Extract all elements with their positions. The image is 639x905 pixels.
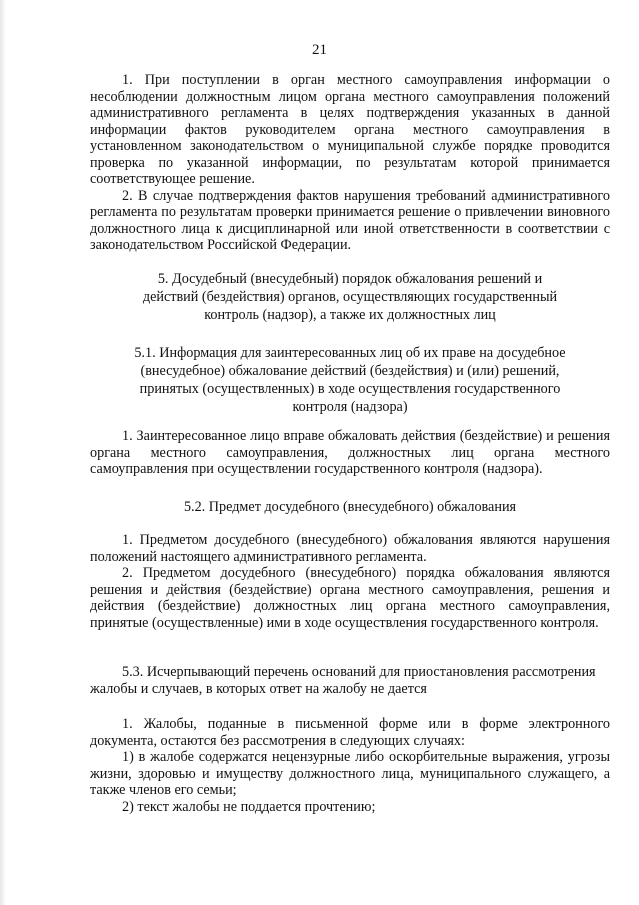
heading-section-5-1: 5.1. Информация для заинтересованных лиц об их праве на досудебное (внесудебное) обжалование действий (бездействия) и (или) решений, принятых (осуществленных) в ходе осуществления государственного контроля (надзора) [134,345,566,415]
scan-edge [0,0,6,905]
heading-5-3-text: 5.3. Исчерпывающий перечень оснований для приостановления рассмотрения жалобы и случаев, в которых ответ на жалобу не дается [90,664,596,697]
paragraph-2: 2. В случае подтверждения фактов нарушения требований административного регламента по результатам проверки принимается решение о привлечении виновного должностного лица к дисциплинарной или иной ответственности в соответствии с законодательством Российской Федерации. [90,187,610,253]
paragraph-5-2-2: 2. Предметом досудебного (внесудебного) порядка обжалования являются решения и действия (бездействие) органа местного самоуправления, решения и действия (бездействие) должностных лиц органа местного самоуправления, принятые (осуществленные) ими в ходе осуществления государственного контроля. [90,565,610,631]
paragraph-5-3-1: 1. Жалобы, поданные в письменной форме или в форме электронного документа, остаются без рассмотрения в следующих случаях: [90,716,610,749]
section-5-1-text [90,428,610,478]
paragraph-5-1-1: 1. Заинтересованное лицо вправе обжаловать действия (бездействие) и решения органа местного самоуправления, должностных лиц органа местного самоуправления при осуществлении государственного контроля (надзора). [90,428,610,477]
paragraph-1: 1. При поступлении в орган местного самоуправления информации о несоблюдении должностным лицом органа местного самоуправления положений административного регламента в целях подтверждения указанных в данной информации фактов руководителем органа местного самоуправления в установленном законодательством о муниципальной службе порядке проводится проверка по указанной информации, по результатам которой принимается соответствующее решение. [90,72,610,187]
paragraph-5-2-1: 1. Предметом досудебного (внесудебного) обжалования являются нарушения положений настоящего административного регламента. [90,532,610,565]
heading-section-5-3 [90,664,610,697]
heading-section-5-2: 5.2. Предмет досудебного (внесудебного) обжалования [183,499,517,515]
heading-section-5: 5. Досудебный (внесудебный) порядок обжалования решений и действий (бездействия) органов, осуществляющих государственный контроль (надзор), а также их должностных лиц [142,271,558,323]
section-5-3-text [90,716,610,815]
paragraph-5-3-1-1: 1) в жалобе содержатся нецензурные либо оскорбительные выражения, угрозы жизни, здоровью и имуществу должностного лица, муниципального служащего, а также членов его семьи; [90,749,610,798]
paragraph-5-3-1-2: 2) текст жалобы не поддается прочтению; [122,798,376,815]
page-number: 21 [312,42,327,58]
section-4-paragraphs [90,72,610,254]
section-5-2-text [90,532,610,631]
